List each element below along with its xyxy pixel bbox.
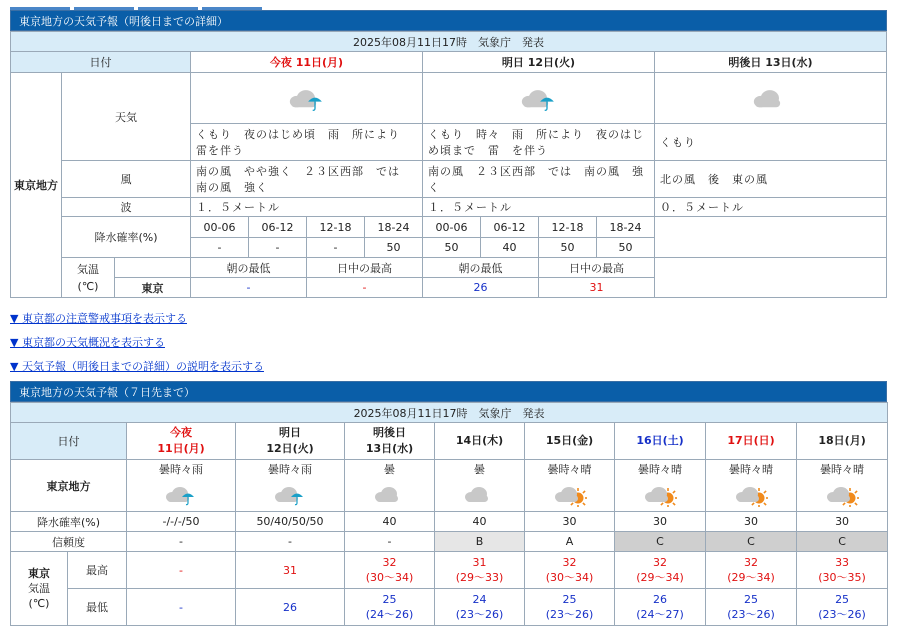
link-warnings[interactable]: ▼ 東京都の注意警戒事項を表示する — [10, 312, 187, 325]
temp-morning-label: 朝の最低 — [423, 258, 539, 278]
weekly-day-line1: 16日(土) — [636, 434, 684, 447]
pop-value: - — [249, 238, 307, 258]
weekly-max-temp — [706, 552, 797, 589]
weekly-reliability: A — [525, 532, 615, 552]
weekly-date-label: 日付 — [11, 423, 127, 460]
day-header-tomorrow: 明日 12日(火) — [423, 52, 655, 73]
day-header-today: 今夜 11日(月) — [191, 52, 423, 73]
pop-value: - — [307, 238, 365, 258]
weekly-min-label: 最低 — [68, 589, 127, 626]
weekly-pop-value: 40 — [435, 512, 525, 532]
weekly-day-header — [236, 423, 345, 460]
weekly-min-value: 25 — [562, 593, 577, 606]
weekly-day-line1: 15日(金) — [545, 434, 594, 447]
weekly-min-value: 24 — [472, 593, 487, 606]
weekly-max-range: (30～35) — [818, 571, 866, 584]
weekly-day-line1: 14日(木) — [455, 434, 504, 447]
weekly-min-range: (23～26) — [455, 608, 504, 621]
pop-time: 12-18 — [539, 217, 597, 238]
pop-time: 06-12 — [249, 217, 307, 238]
weekly-max-value: 32 — [562, 556, 577, 569]
weekly-min-temp — [706, 589, 797, 626]
weekly-max-label: 最高 — [68, 552, 127, 589]
weekly-temp-word: 気温 — [28, 582, 50, 595]
weekly-weather-text: 曇時々晴 — [729, 463, 773, 476]
weekly-min-range: (23～26) — [545, 608, 594, 621]
cloud-sun-icon — [643, 479, 677, 510]
cloud-icon — [373, 479, 407, 510]
cloud-icon — [751, 81, 791, 116]
pop-time: 00-06 — [191, 217, 249, 238]
weekly-min-value: 25 — [744, 593, 758, 606]
weekly-max-value: 32 — [653, 556, 667, 569]
weekly-max-range: (30～34) — [365, 571, 414, 584]
pop-value: 40 — [481, 238, 539, 258]
weekly-min-range: (23～26) — [727, 608, 775, 621]
city-label: 東京 — [115, 278, 191, 298]
weekly-weather-text: 曇 — [474, 463, 485, 476]
weekly-min-temp — [797, 589, 888, 626]
weekly-issued-time: 2025年08月11日17時 気象庁 発表 — [11, 403, 888, 423]
weekly-day-line2: 11日(月) — [157, 442, 205, 455]
cloud-sun-icon — [734, 479, 768, 510]
pop-empty-dayafter — [655, 217, 887, 258]
cloud-rain-icon — [273, 479, 307, 510]
weekly-min-range: (24～26) — [365, 608, 414, 621]
weekly-day-header — [797, 423, 888, 460]
weekly-max-temp — [435, 552, 525, 589]
weekly-pop-value: 30 — [615, 512, 706, 532]
weekly-day-header — [345, 423, 435, 460]
weekly-max-temp — [236, 552, 345, 589]
weekly-weather-text: 曇時々晴 — [547, 463, 592, 476]
link-explanation[interactable]: ▼ 天気予報（明後日までの詳細）の説明を表示する — [10, 360, 264, 373]
date-label: 日付 — [11, 52, 191, 73]
temp-tomorrow-min: 26 — [423, 278, 539, 298]
weekly-weather-text: 曇時々雨 — [159, 463, 203, 476]
weather-text-tomorrow: くもり 時々 雨 所により 夜のはじめ頃まで 雷 を伴う — [423, 124, 655, 161]
weekly-max-range: (30～34) — [545, 571, 594, 584]
weekly-day-header — [127, 423, 236, 460]
weekly-weather-text: 曇 — [384, 463, 395, 476]
weather-text-dayafter: くもり — [655, 124, 887, 161]
weekly-weather-cell — [706, 460, 797, 512]
weekly-temp-unit: (℃) — [28, 597, 50, 610]
weekly-day-line1: 18日(月) — [818, 434, 866, 447]
weekly-max-temp — [127, 552, 236, 589]
weekly-reliability: C — [615, 532, 706, 552]
pop-time: 18-24 — [597, 217, 655, 238]
row-label-weather: 天気 — [62, 73, 191, 161]
weekly-weather-text: 曇時々晴 — [638, 463, 682, 476]
weekly-row-label-reliability: 信頼度 — [11, 532, 127, 552]
weekly-reliability: C — [706, 532, 797, 552]
weekly-weather-cell — [525, 460, 615, 512]
cloud-rain-icon — [164, 479, 198, 510]
weekly-weather-cell — [127, 460, 236, 512]
weather-text-today: くもり 夜のはじめ頃 雨 所により 雷を伴う — [191, 124, 423, 161]
weekly-weather-cell — [435, 460, 525, 512]
link-overview[interactable]: ▼ 東京都の天気概況を表示する — [10, 336, 165, 349]
day-header-dayafter: 明後日 13日(水) — [655, 52, 887, 73]
weekly-min-temp — [345, 589, 435, 626]
weekly-min-value: 25 — [835, 593, 850, 606]
weekly-pop-value: 30 — [706, 512, 797, 532]
weekly-day-line1: 今夜 — [170, 426, 192, 439]
weekly-min-temp — [525, 589, 615, 626]
temp-label: 気温 — [77, 262, 99, 276]
wave-today: １．５メートル — [191, 198, 423, 217]
detail-forecast-title: 東京地方の天気予報（明後日までの詳細） — [10, 10, 887, 31]
weekly-day-header — [435, 423, 525, 460]
weekly-max-temp — [797, 552, 888, 589]
pop-time: 00-06 — [423, 217, 481, 238]
weekly-min-temp — [127, 589, 236, 626]
pop-time: 12-18 — [307, 217, 365, 238]
detail-forecast-table — [10, 31, 887, 298]
pop-time: 18-24 — [365, 217, 423, 238]
weekly-max-range: (29～33) — [455, 571, 504, 584]
weekly-pop-value: 50/40/50/50 — [236, 512, 345, 532]
cloud-rain-icon — [287, 81, 327, 116]
weekly-reliability: C — [797, 532, 888, 552]
pop-value: 50 — [597, 238, 655, 258]
weather-icon-tomorrow — [423, 73, 655, 124]
issued-time: 2025年08月11日17時 気象庁 発表 — [11, 32, 887, 52]
weekly-temp-label — [11, 552, 68, 626]
wind-dayafter: 北の風 後 東の風 — [655, 161, 887, 198]
weekly-max-value: 32 — [382, 556, 397, 569]
temp-empty-dayafter — [655, 258, 887, 298]
weekly-min-value: 25 — [382, 593, 397, 606]
top-tab-strip — [10, 0, 270, 3]
detail-forecast-section — [10, 10, 887, 298]
temp-day-label: 日中の最高 — [307, 258, 423, 278]
weekly-min-range: (24～27) — [636, 608, 684, 621]
weekly-max-value: 31 — [283, 563, 297, 577]
weekly-max-range: (29～34) — [636, 571, 684, 584]
weekly-pop-value: 30 — [797, 512, 888, 532]
weekly-day-line1: 明後日 — [373, 426, 406, 439]
weekly-max-range: (29～34) — [727, 571, 775, 584]
weekly-row-label-pop: 降水確率(%) — [11, 512, 127, 532]
weekly-min-temp — [236, 589, 345, 626]
wind-tomorrow: 南の風 ２３区西部 では 南の風 強く — [423, 161, 655, 198]
weekly-weather-text: 曇時々晴 — [820, 463, 865, 476]
weekly-day-line1: 明日 — [279, 426, 301, 439]
weekly-weather-cell — [797, 460, 888, 512]
temp-unit: (℃) — [77, 279, 99, 293]
weekly-weather-cell — [236, 460, 345, 512]
weekly-reliability: B — [435, 532, 525, 552]
weekly-city: 東京 — [28, 567, 50, 580]
weekly-day-line2: 12日(火) — [266, 442, 314, 455]
weekly-day-line2: 13日(水) — [365, 442, 414, 455]
weather-icon-dayafter — [655, 73, 887, 124]
weekly-min-value: 26 — [653, 593, 667, 606]
cloud-rain-icon — [519, 81, 559, 116]
cloud-sun-icon — [553, 479, 587, 510]
weekly-weather-text: 曇時々雨 — [268, 463, 312, 476]
weekly-forecast-title: 東京地方の天気予報（７日先まで） — [10, 381, 887, 402]
row-label-temp — [62, 258, 115, 298]
weekly-min-value: - — [179, 600, 183, 614]
weekly-pop-value: 40 — [345, 512, 435, 532]
weekly-min-value: 26 — [283, 600, 297, 614]
row-label-pop: 降水確率(%) — [62, 217, 191, 258]
weekly-region-label: 東京地方 — [11, 460, 127, 512]
weekly-max-temp — [615, 552, 706, 589]
weekly-day-header — [706, 423, 797, 460]
weekly-max-temp — [525, 552, 615, 589]
weekly-weather-cell — [615, 460, 706, 512]
row-label-wave: 波 — [62, 198, 191, 217]
weekly-weather-cell — [345, 460, 435, 512]
temp-day-label: 日中の最高 — [539, 258, 655, 278]
wind-today: 南の風 やや強く ２３区西部 では 南の風 強く — [191, 161, 423, 198]
weekly-forecast-section — [10, 381, 887, 626]
pop-value: 50 — [539, 238, 597, 258]
weekly-max-value: 32 — [744, 556, 758, 569]
pop-value: 50 — [365, 238, 423, 258]
pop-value: - — [191, 238, 249, 258]
cloud-sun-icon — [825, 479, 859, 510]
row-label-wind: 風 — [62, 161, 191, 198]
weather-icon-today — [191, 73, 423, 124]
weekly-min-range: (23～26) — [818, 608, 866, 621]
pop-time: 06-12 — [481, 217, 539, 238]
weekly-reliability: - — [127, 532, 236, 552]
wave-tomorrow: １．５メートル — [423, 198, 655, 217]
cloud-icon — [463, 479, 497, 510]
weekly-day-header — [525, 423, 615, 460]
weekly-pop-value: 30 — [525, 512, 615, 532]
temp-today-max: - — [307, 278, 423, 298]
weekly-min-temp — [615, 589, 706, 626]
weekly-max-value: 33 — [835, 556, 850, 569]
weekly-reliability: - — [236, 532, 345, 552]
weekly-day-header — [615, 423, 706, 460]
weekly-max-value: - — [179, 563, 183, 577]
weekly-reliability: - — [345, 532, 435, 552]
temp-tomorrow-max: 31 — [539, 278, 655, 298]
wave-dayafter: ０．５メートル — [655, 198, 887, 217]
weekly-pop-value: -/-/-/50 — [127, 512, 236, 532]
weekly-forecast-table — [10, 402, 888, 626]
temp-today-min: - — [191, 278, 307, 298]
temp-blank — [115, 258, 191, 278]
weekly-max-value: 31 — [472, 556, 487, 569]
temp-morning-label: 朝の最低 — [191, 258, 307, 278]
weekly-max-temp — [345, 552, 435, 589]
region-label: 東京地方 — [11, 73, 62, 298]
weekly-min-temp — [435, 589, 525, 626]
pop-value: 50 — [423, 238, 481, 258]
weekly-day-line1: 17日(日) — [727, 434, 775, 447]
